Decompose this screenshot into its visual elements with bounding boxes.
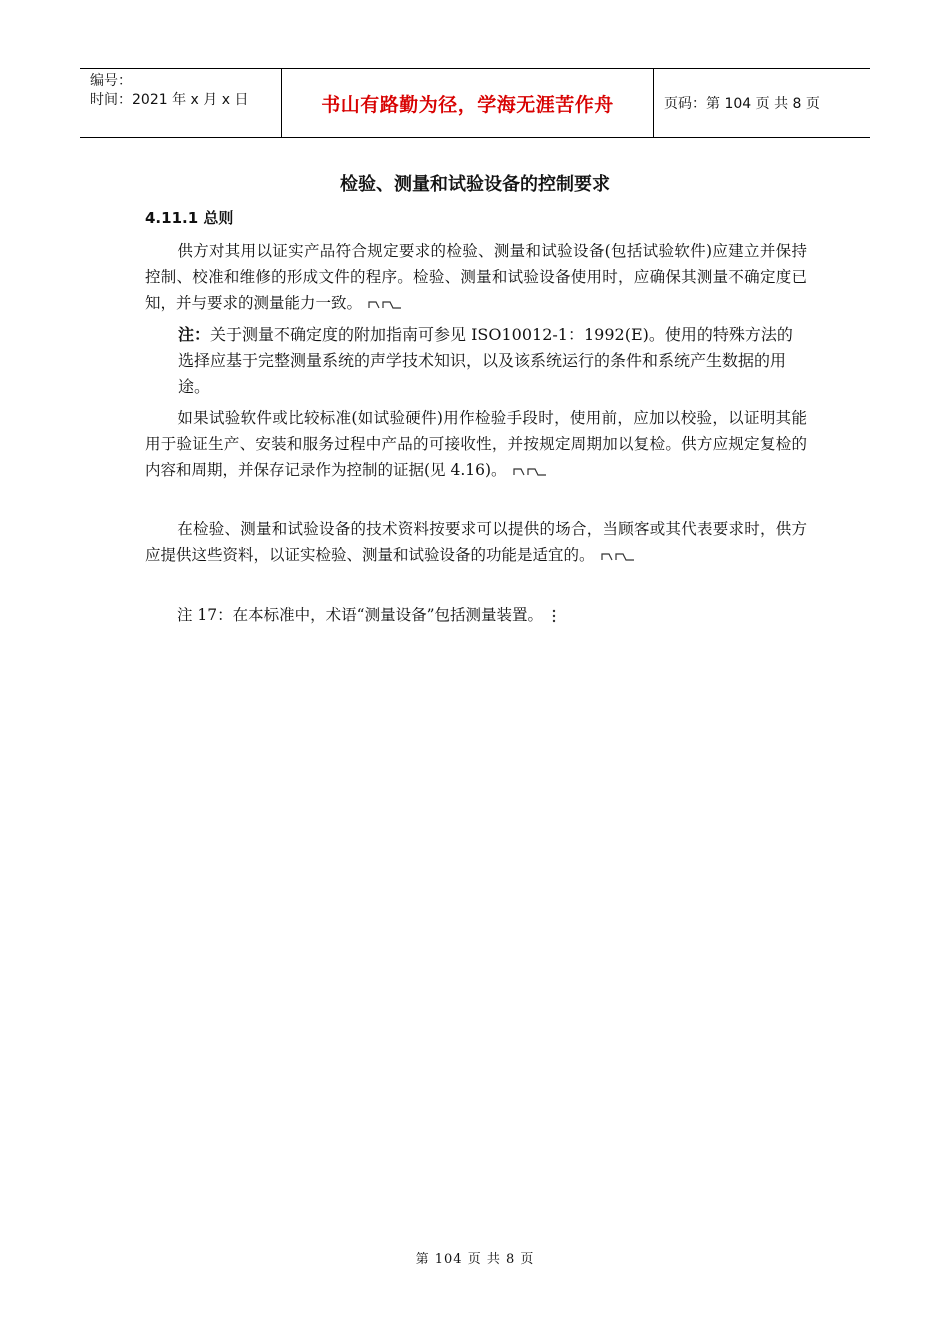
note-17 (145, 602, 807, 628)
note-label: 注： (178, 325, 211, 344)
paragraph-software (145, 405, 807, 483)
section-heading: 4.11.1 总则 (145, 209, 234, 227)
note-measurement (178, 322, 807, 400)
document-title: 检验、测量和试验设备的控制要求 (340, 174, 610, 195)
note-17-text: 注 17：在本标准中，术语“测量设备”包括测量装置。 (177, 606, 543, 624)
paragraph-technical-data (145, 516, 807, 568)
date-label: 时间：2021 年 x 月 x 日 (90, 92, 249, 108)
header-meta (80, 69, 282, 137)
paragraph-general-text: 供方对其用以证实产品符合规定要求的检验、测量和试验设备(包括试验软件)应建立并保持控制、校准和维修的形成文件的程序。检验、测量和试验设备使用时，应确保其测量不确定度已知，并与要求的测量能力一致。 (145, 242, 807, 312)
page-footer: 第 104 页 共 8 页 (415, 1252, 535, 1267)
header-page-info: 页码：第 104 页 共 8 页 (664, 96, 820, 112)
paragraph-software-text: 如果试验软件或比较标准(如试验硬件)用作检验手段时，使用前，应加以校验，以证明其能用于验证生产、安装和服务过程中产品的可接收性，并按规定周期加以复检。供方应规定复检的内容和周期，并保存记录作为控制的证据(见 4.16)。 (145, 409, 807, 479)
paragraph-technical-data-text: 在检验、测量和试验设备的技术资料按要求可以提供的场合，当顾客或其代表要求时，供方应提供这些资料，以证实检验、测量和试验设备的功能是适宜的。 (145, 520, 807, 564)
paragraph-mark-icon (601, 551, 635, 561)
serial-number-label: 编号： (90, 73, 132, 89)
paragraph-general (145, 238, 807, 316)
paragraph-mark-icon (368, 299, 402, 309)
vertical-dots-icon (549, 608, 559, 624)
note-text: 关于测量不确定度的附加指南可参见 ISO10012-1：1992(E)。使用的特殊方法的选择应基于完整测量系统的声学技术知识，以及该系统运行的条件和系统产生数据的用途。 (178, 325, 793, 396)
paragraph-mark-icon (513, 466, 547, 476)
header-motto: 书山有路勤为径，学海无涯苦作舟 (282, 69, 654, 137)
document-header (80, 68, 870, 138)
